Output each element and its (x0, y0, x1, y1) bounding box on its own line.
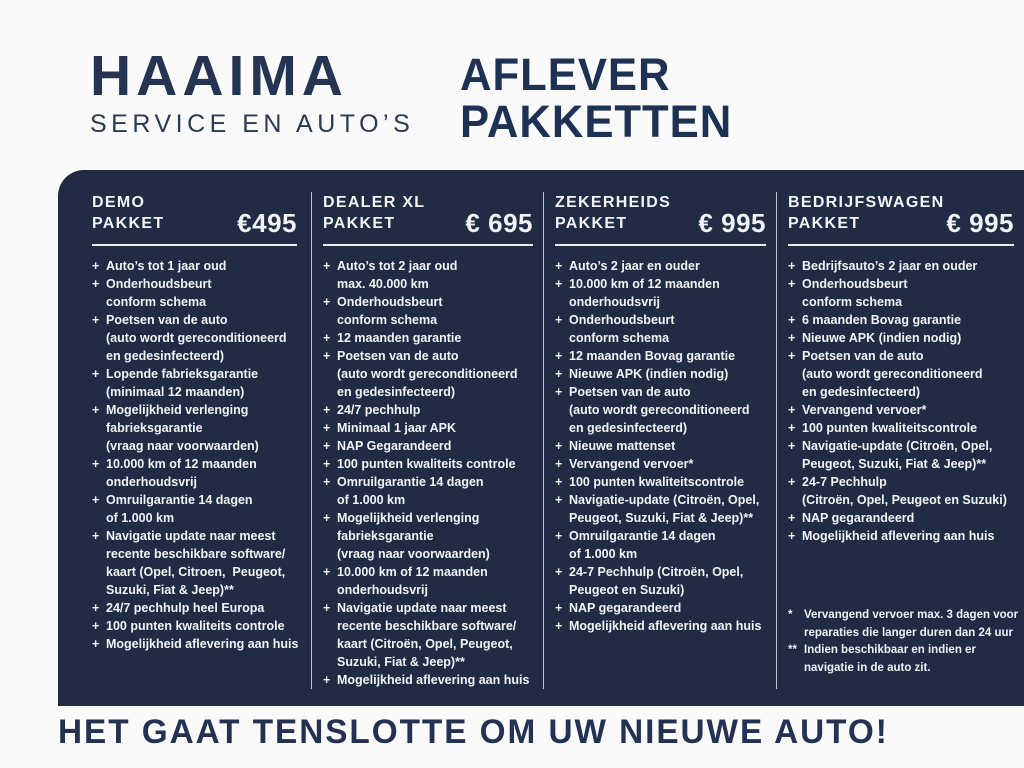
item-text: Nieuwe APK (indien nodig) (569, 367, 729, 381)
plus-marker: + (92, 259, 100, 273)
title-divider (92, 244, 297, 246)
plus-marker: + (555, 619, 563, 633)
plus-marker: + (92, 403, 100, 417)
package-feature-item (92, 455, 297, 491)
plus-marker: + (788, 511, 796, 525)
package-feature-item (323, 455, 533, 473)
plus-marker: + (555, 475, 563, 489)
package-feature-item (788, 473, 1014, 509)
plus-marker: + (323, 349, 331, 363)
item-text: Onderhoudsbeurt conform schema (802, 277, 908, 309)
plus-marker: + (555, 313, 563, 327)
package-feature-item (323, 329, 533, 347)
item-text: Nieuwe mattenset (569, 439, 676, 453)
item-text: NAP gegarandeerd (569, 601, 682, 615)
item-text: Navigatie-update (Citroën, Opel, Peugeot, Suzuki, Fiat & Jeep)** (802, 439, 993, 471)
package-feature-item (92, 401, 297, 455)
package-feature-item (323, 293, 533, 329)
page-title-line1: AFLEVER (460, 49, 671, 100)
item-text: Minimaal 1 jaar APK (337, 421, 457, 435)
plus-marker: + (323, 439, 331, 453)
item-text: Onderhoudsbeurt conform schema (106, 277, 212, 309)
package-name-line2: PAKKET (92, 215, 165, 232)
package-item-list (92, 257, 297, 653)
package-feature-item (92, 257, 297, 275)
footnote-marker: ** (788, 644, 797, 656)
package-feature-item (555, 563, 766, 599)
package-feature-item (788, 329, 1014, 347)
plus-marker: + (555, 439, 563, 453)
item-text: 100 punten kwaliteitscontrole (802, 421, 978, 435)
plus-marker: + (323, 457, 331, 471)
package-feature-item (92, 311, 297, 365)
package-feature-item (788, 527, 1014, 545)
plus-marker: + (788, 313, 796, 327)
plus-marker: + (555, 601, 563, 615)
package-header (788, 192, 1014, 238)
package-column (58, 192, 311, 689)
item-text: 24/7 pechhulp (337, 403, 421, 417)
plus-marker: + (788, 475, 796, 489)
package-feature-item (555, 365, 766, 383)
packages-panel (58, 170, 1024, 706)
plus-marker: + (788, 259, 796, 273)
item-text: Poetsen van de auto (auto wordt gereconditioneerd en gedesinfecteerd) (106, 313, 287, 363)
package-column (776, 192, 1024, 689)
package-name-line1: DEMO (92, 194, 146, 211)
package-name (555, 192, 671, 234)
item-text: Vervangend vervoer* (569, 457, 694, 471)
package-feature-item (555, 617, 766, 635)
package-name-line1: ZEKERHEIDS (555, 194, 672, 211)
title-divider (323, 244, 533, 246)
plus-marker: + (555, 529, 563, 543)
package-name-line2: PAKKET (555, 215, 628, 232)
plus-marker: + (788, 277, 796, 291)
item-text: Mogelijkheid aflevering aan huis (106, 637, 299, 651)
package-feature-item (555, 437, 766, 455)
footnote-item (788, 642, 1014, 677)
plus-marker: + (555, 385, 563, 399)
item-text: Bedrijfsauto’s 2 jaar en ouder (802, 259, 978, 273)
item-text: 12 maanden garantie (337, 331, 462, 345)
package-name-line1: DEALER XL (323, 194, 426, 211)
plus-marker: + (323, 565, 331, 579)
package-feature-item (555, 347, 766, 365)
item-text: 12 maanden Bovag garantie (569, 349, 736, 363)
plus-marker: + (323, 511, 331, 525)
plus-marker: + (323, 475, 331, 489)
package-feature-item (323, 473, 533, 509)
package-name-line1: BEDRIJFSWAGEN (788, 194, 945, 211)
plus-marker: + (323, 259, 331, 273)
package-feature-item (92, 491, 297, 527)
item-text: Navigatie-update (Citroën, Opel, Peugeot, Suzuki, Fiat & Jeep)** (569, 493, 760, 525)
plus-marker: + (788, 331, 796, 345)
plus-marker: + (788, 439, 796, 453)
item-text: Mogelijkheid verlenging fabrieksgarantie (vraag naar voorwaarden) (106, 403, 259, 453)
footer-headline: HET GAAT TENSLOTTE OM UW NIEUWE AUTO! (58, 713, 889, 751)
package-name-line2: PAKKET (323, 215, 396, 232)
package-header (92, 192, 297, 238)
item-text: Lopende fabrieksgarantie (minimaal 12 maanden) (106, 367, 259, 399)
page-title (460, 49, 733, 147)
package-feature-item (323, 671, 533, 689)
plus-marker: + (92, 277, 100, 291)
package-feature-item (788, 311, 1014, 329)
package-column (543, 192, 776, 689)
package-feature-item (788, 509, 1014, 527)
plus-marker: + (788, 529, 796, 543)
package-feature-item (323, 347, 533, 401)
page-title-line2: PAKKETTEN (460, 95, 733, 147)
package-feature-item (555, 257, 766, 275)
plus-marker: + (323, 601, 331, 615)
item-text: 100 punten kwaliteits controle (106, 619, 285, 633)
title-divider (788, 244, 1014, 246)
item-text: 10.000 km of 12 maanden onderhoudsvrij (106, 457, 257, 489)
package-item-list (555, 257, 766, 635)
plus-marker: + (92, 619, 100, 633)
package-price: €495 (237, 208, 297, 238)
item-text: 24-7 Pechhulp (Citroën, Opel, Peugeot en Suzuki) (569, 565, 744, 597)
package-name-line2: PAKKET (788, 215, 861, 232)
item-text: Onderhoudsbeurt conform schema (337, 295, 443, 327)
footnote-text: Vervangend vervoer max. 3 dagen voor reparaties die langer duren dan 24 uur (804, 609, 1019, 639)
plus-marker: + (555, 277, 563, 291)
package-name (92, 192, 164, 234)
item-text: Auto’s 2 jaar en ouder (569, 259, 700, 273)
item-text: Auto’s tot 2 jaar oud max. 40.000 km (337, 259, 458, 291)
footnote-marker: * (788, 609, 793, 621)
package-feature-item (788, 437, 1014, 473)
item-text: Mogelijkheid aflevering aan huis (569, 619, 762, 633)
item-text: Navigatie update naar meest recente beschikbare software/ kaart (Citroën, Opel, Peugeot, Suzuki, Fiat & Jeep)** (337, 601, 517, 669)
package-feature-item (92, 635, 297, 653)
package-feature-item (323, 437, 533, 455)
item-text: 100 punten kwaliteits controle (337, 457, 516, 471)
package-feature-item (555, 473, 766, 491)
packages-grid (58, 170, 1024, 687)
package-feature-item (92, 599, 297, 617)
package-feature-item (323, 563, 533, 599)
item-text: Poetsen van de auto (auto wordt gereconditioneerd en gedesinfecteerd) (337, 349, 518, 399)
item-text: 10.000 km of 12 maanden onderhoudsvrij (569, 277, 720, 309)
item-text: Vervangend vervoer* (802, 403, 927, 417)
plus-marker: + (323, 421, 331, 435)
package-feature-item (788, 347, 1014, 401)
package-header (323, 192, 533, 238)
item-text: Omruilgarantie 14 dagen of 1.000 km (106, 493, 253, 525)
package-header (555, 192, 766, 238)
plus-marker: + (92, 529, 100, 543)
item-text: 10.000 km of 12 maanden onderhoudsvrij (337, 565, 488, 597)
plus-marker: + (323, 673, 331, 687)
item-text: Omruilgarantie 14 dagen of 1.000 km (569, 529, 716, 561)
item-text: 24/7 pechhulp heel Europa (106, 601, 265, 615)
package-price: € 695 (465, 208, 533, 238)
package-feature-item (555, 311, 766, 347)
package-price: € 995 (946, 208, 1014, 238)
package-feature-item (788, 275, 1014, 311)
item-text: NAP Gegarandeerd (337, 439, 452, 453)
package-feature-item (788, 257, 1014, 275)
package-name (323, 192, 425, 234)
package-feature-item (323, 419, 533, 437)
item-text: Navigatie update naar meest recente beschikbare software/ kaart (Opel, Citroen, Peugeot, Suzuki, Fiat & Jeep)** (106, 529, 286, 597)
plus-marker: + (555, 367, 563, 381)
plus-marker: + (555, 349, 563, 363)
plus-marker: + (92, 493, 100, 507)
item-text: 6 maanden Bovag garantie (802, 313, 962, 327)
package-feature-item (92, 275, 297, 311)
footnote-text: Indien beschikbaar en indien er navigatie in de auto zit. (804, 644, 976, 674)
package-feature-item (92, 617, 297, 635)
item-text: NAP gegarandeerd (802, 511, 915, 525)
package-column (311, 192, 543, 689)
plus-marker: + (323, 295, 331, 309)
package-feature-item (92, 365, 297, 401)
plus-marker: + (555, 493, 563, 507)
plus-marker: + (555, 259, 563, 273)
plus-marker: + (788, 403, 796, 417)
package-feature-item (555, 599, 766, 617)
item-text: Poetsen van de auto (auto wordt gereconditioneerd en gedesinfecteerd) (569, 385, 750, 435)
item-text: Omruilgarantie 14 dagen of 1.000 km (337, 475, 484, 507)
package-item-list (788, 257, 1014, 545)
plus-marker: + (323, 331, 331, 345)
company-logo (90, 44, 415, 139)
item-text: 100 punten kwaliteitscontrole (569, 475, 745, 489)
item-text: Mogelijkheid aflevering aan huis (337, 673, 530, 687)
plus-marker: + (92, 637, 100, 651)
item-text: Onderhoudsbeurt conform schema (569, 313, 675, 345)
plus-marker: + (555, 457, 563, 471)
item-text: Mogelijkheid aflevering aan huis (802, 529, 995, 543)
package-item-list (323, 257, 533, 689)
package-feature-item (555, 527, 766, 563)
title-divider (555, 244, 766, 246)
item-text: Auto’s tot 1 jaar oud (106, 259, 227, 273)
logo-tagline: SERVICE EN AUTO’S (90, 110, 415, 138)
item-text: Nieuwe APK (indien nodig) (802, 331, 962, 345)
package-feature-item (323, 401, 533, 419)
package-feature-item (555, 491, 766, 527)
logo-name: HAAIMA (90, 44, 348, 108)
plus-marker: + (92, 601, 100, 615)
item-text: 24-7 Pechhulp (Citroën, Opel, Peugeot en Suzuki) (802, 475, 1007, 507)
plus-marker: + (788, 349, 796, 363)
package-feature-item (323, 509, 533, 563)
plus-marker: + (555, 565, 563, 579)
package-feature-item (555, 275, 766, 311)
item-text: Mogelijkheid verlenging fabrieksgarantie (vraag naar voorwaarden) (337, 511, 490, 561)
plus-marker: + (323, 403, 331, 417)
package-price: € 995 (698, 208, 766, 238)
package-feature-item (788, 419, 1014, 437)
footnotes (788, 607, 1019, 677)
package-name (788, 192, 944, 234)
plus-marker: + (92, 367, 100, 381)
package-feature-item (323, 257, 533, 293)
plus-marker: + (92, 313, 100, 327)
item-text: Poetsen van de auto (auto wordt gereconditioneerd en gedesinfecteerd) (802, 349, 983, 399)
package-feature-item (788, 401, 1014, 419)
package-feature-item (555, 383, 766, 437)
package-feature-item (323, 599, 533, 671)
footnote-item (788, 607, 1019, 642)
package-feature-item (555, 455, 766, 473)
plus-marker: + (788, 421, 796, 435)
package-feature-item (92, 527, 297, 599)
plus-marker: + (92, 457, 100, 471)
